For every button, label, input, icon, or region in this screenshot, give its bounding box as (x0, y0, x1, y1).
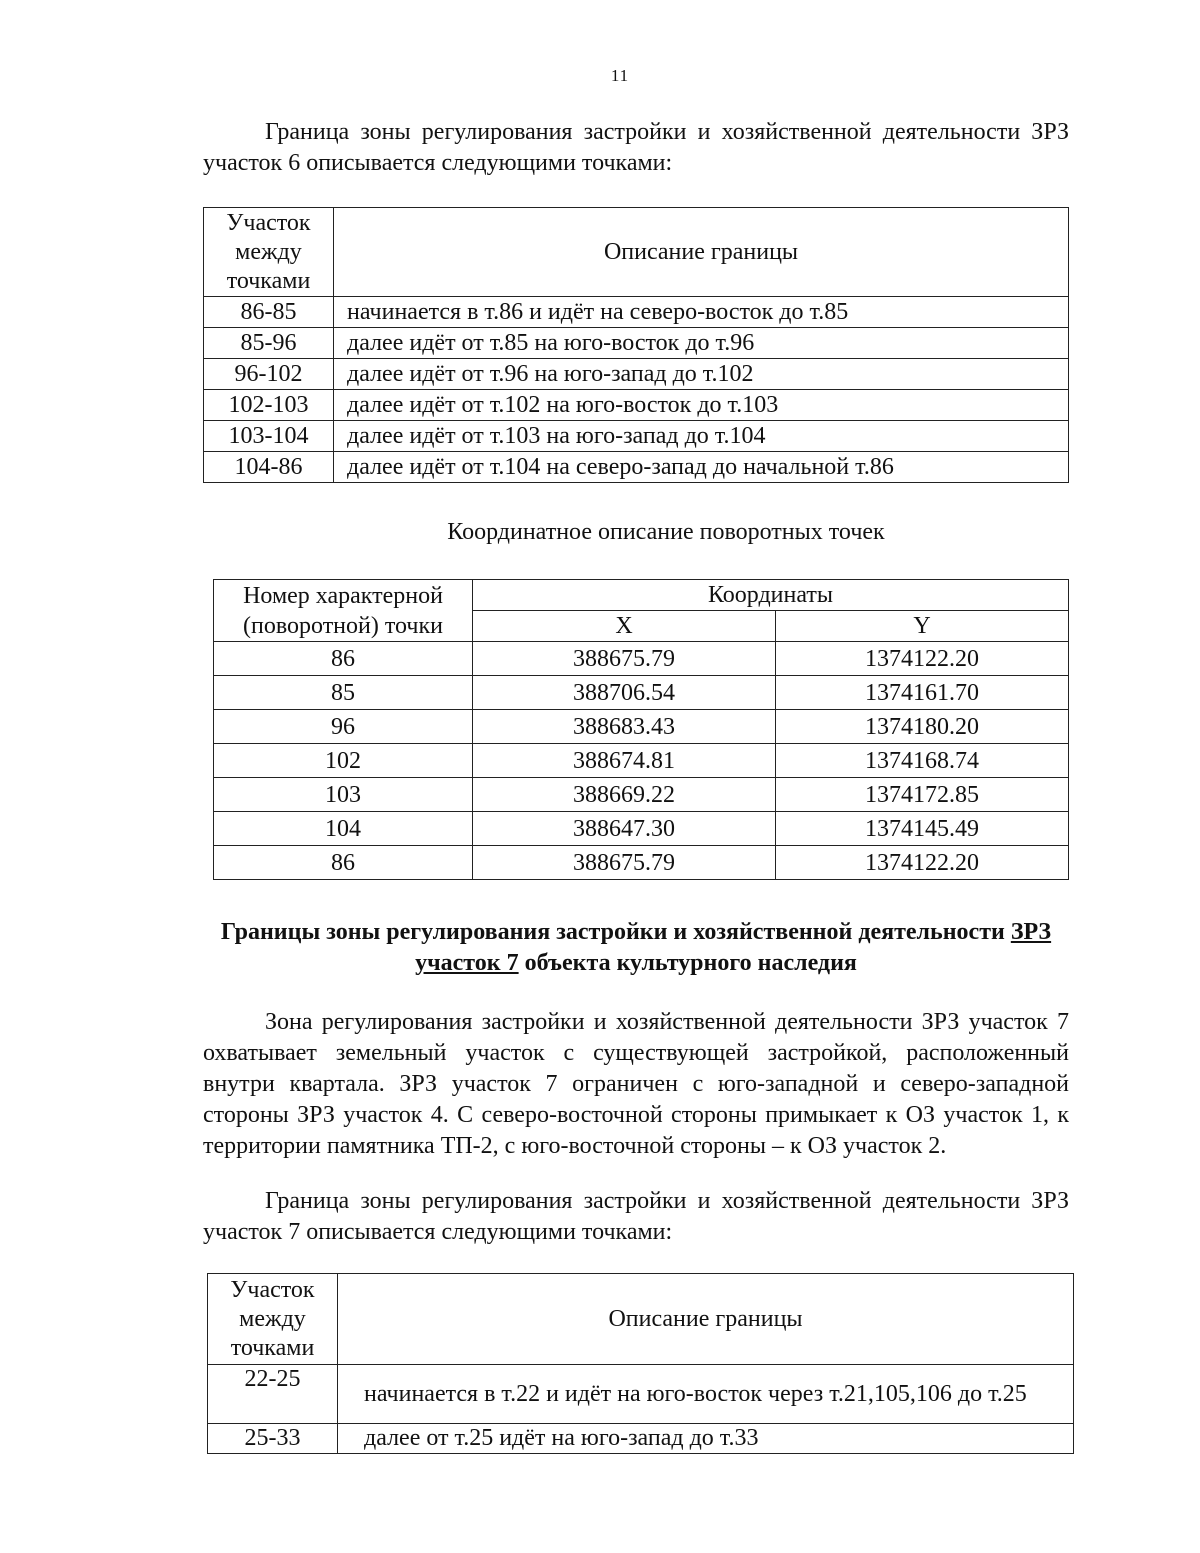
x-cell: 388674.81 (473, 744, 776, 778)
table-row (204, 452, 1069, 483)
segment-cell: 96-102 (204, 359, 334, 390)
section-heading-part1: Границы зоны регулирования застройки и хозяйственной деятельности (220, 919, 1005, 945)
table-row (214, 676, 1069, 710)
coordinates-table (213, 579, 1069, 880)
table-header-row (214, 580, 1069, 611)
table-row (214, 846, 1069, 880)
table-row (214, 710, 1069, 744)
table-row (214, 744, 1069, 778)
description-cell: далее идёт от т.103 на юго-запад до т.104 (334, 421, 1069, 452)
segment-cell: 102-103 (204, 390, 334, 421)
table-row (214, 642, 1069, 676)
header-segment: Участок между точками (204, 208, 334, 297)
header-description: Описание границы (338, 1274, 1074, 1365)
table-row (214, 778, 1069, 812)
header-point-number: Номер характерной (поворотной) точки (214, 580, 473, 642)
header-coordinates: Координаты (473, 580, 1069, 611)
header-x: X (473, 611, 776, 642)
table-row (208, 1365, 1074, 1424)
table-row (208, 1424, 1074, 1454)
point-cell: 86 (214, 846, 473, 880)
table-row (214, 812, 1069, 846)
intro-paragraph: Граница зоны регулирования застройки и хозяйственной деятельности ЗРЗ участок 6 описывается следующими точками: (203, 119, 1069, 176)
segment-cell: 22-25 (208, 1365, 338, 1424)
body-paragraph-1: Зона регулирования застройки и хозяйственной деятельности ЗРЗ участок 7 охватывает земельный участок с существующей застройкой, расположенный внутри квартала. ЗРЗ участок 7 ограничен с юго-западной и северо-западной стороны ЗРЗ участок 4. С северо-восточной стороны примыкает к ОЗ участок 1, к территории памятника ТП-2, с юго-восточной стороны – к ОЗ участок 2. (203, 1009, 1069, 1159)
x-cell: 388706.54 (473, 676, 776, 710)
y-cell: 1374122.20 (776, 846, 1069, 880)
description-cell: далее идёт от т.96 на юго-запад до т.102 (334, 359, 1069, 390)
page-number: 11 (610, 66, 630, 85)
x-cell: 388647.30 (473, 812, 776, 846)
table-header-row (204, 208, 1069, 297)
header-description: Описание границы (334, 208, 1069, 297)
y-cell: 1374172.85 (776, 778, 1069, 812)
description-cell: далее идёт от т.85 на юго-восток до т.96 (334, 328, 1069, 359)
table-row (204, 421, 1069, 452)
x-cell: 388683.43 (473, 710, 776, 744)
point-cell: 102 (214, 744, 473, 778)
segment-cell: 86-85 (204, 297, 334, 328)
y-cell: 1374122.20 (776, 642, 1069, 676)
table-row (204, 390, 1069, 421)
segment-cell: 85-96 (204, 328, 334, 359)
x-cell: 388675.79 (473, 846, 776, 880)
segment-cell: 103-104 (204, 421, 334, 452)
point-cell: 86 (214, 642, 473, 676)
segment-cell: 25-33 (208, 1424, 338, 1454)
y-cell: 1374161.70 (776, 676, 1069, 710)
boundary-table-zone-6 (203, 207, 1069, 483)
point-cell: 85 (214, 676, 473, 710)
table-row (204, 297, 1069, 328)
header-segment: Участок между точками (208, 1274, 338, 1365)
table-row (204, 328, 1069, 359)
y-cell: 1374180.20 (776, 710, 1069, 744)
description-cell: далее идёт от т.102 на юго-восток до т.103 (334, 390, 1069, 421)
description-cell: далее от т.25 идёт на юго-запад до т.33 (338, 1424, 1074, 1454)
table-header-row (208, 1274, 1074, 1365)
y-cell: 1374168.74 (776, 744, 1069, 778)
table-row (204, 359, 1069, 390)
y-cell: 1374145.49 (776, 812, 1069, 846)
body-paragraph-2: Граница зоны регулирования застройки и хозяйственной деятельности ЗРЗ участок 7 описывается следующими точками: (203, 1188, 1069, 1245)
segment-cell: 104-86 (204, 452, 334, 483)
description-cell: начинается в т.86 и идёт на северо-восток до т.85 (334, 297, 1069, 328)
description-cell: начинается в т.22 и идёт на юго-восток через т.21,105,106 до т.25 (338, 1365, 1074, 1424)
x-cell: 388675.79 (473, 642, 776, 676)
header-y: Y (776, 611, 1069, 642)
point-cell: 104 (214, 812, 473, 846)
boundary-table-zone-7 (207, 1273, 1074, 1454)
x-cell: 388669.22 (473, 778, 776, 812)
point-cell: 103 (214, 778, 473, 812)
coordinates-title: Координатное описание поворотных точек (447, 519, 885, 545)
section-heading-part2: объекта культурного наследия (524, 950, 857, 976)
description-cell: далее идёт от т.104 на северо-запад до начальной т.86 (334, 452, 1069, 483)
point-cell: 96 (214, 710, 473, 744)
section-heading (203, 917, 1069, 979)
section-heading-zone-name: ЗРЗ участок 7 (415, 919, 1052, 976)
